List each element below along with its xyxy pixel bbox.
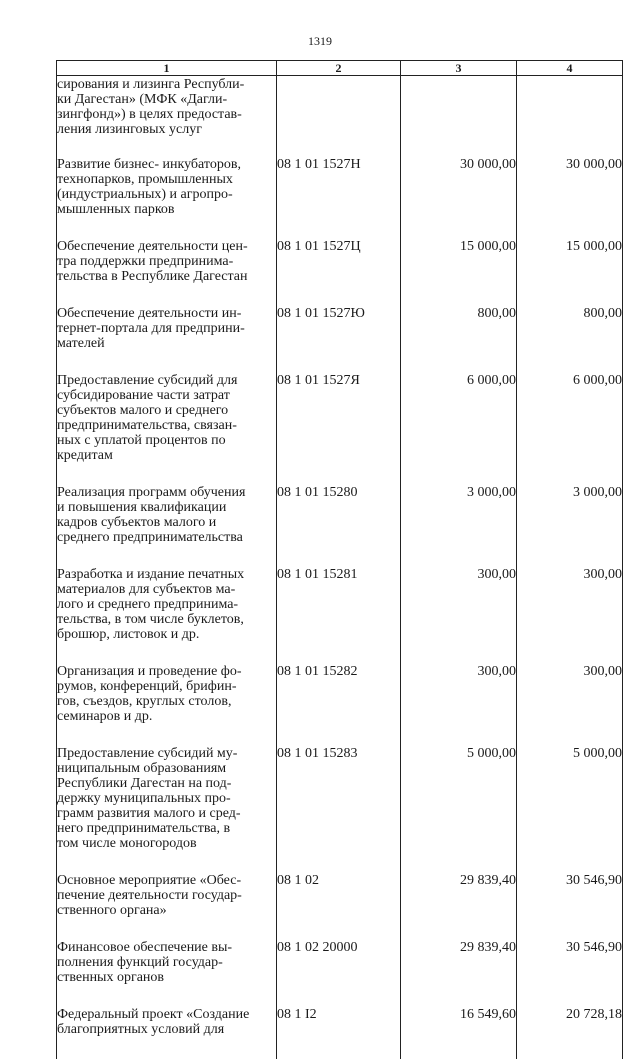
row-value-2020-cell: 15 000,00 xyxy=(517,239,623,306)
row-value-2019-cell: 6 000,00 xyxy=(401,373,517,485)
row-value-2020-cell: 6 000,00 xyxy=(517,373,623,485)
table-row xyxy=(57,485,623,567)
table-row xyxy=(57,373,623,485)
row-value-2020-cell: 300,00 xyxy=(517,664,623,746)
row-code-cell: 08 1 01 1527Ю xyxy=(277,306,401,373)
row-value-2019-cell: 3 000,00 xyxy=(401,485,517,567)
row-name-cell: Федеральный проект «Создание благоприятных условий для xyxy=(57,1007,277,1059)
row-code-cell: 08 1 01 1527Н xyxy=(277,157,401,239)
row-name-cell: Основное мероприятие «Обес- печение деятельности государ- ственного органа» xyxy=(57,873,277,940)
row-value-2019-cell: 5 000,00 xyxy=(401,746,517,873)
row-value-2020-cell: 3 000,00 xyxy=(517,485,623,567)
table-row xyxy=(57,746,623,873)
row-code-cell: 08 1 01 15282 xyxy=(277,664,401,746)
budget-table xyxy=(56,60,623,1059)
table-row xyxy=(57,239,623,306)
row-value-2019-cell: 800,00 xyxy=(401,306,517,373)
row-value-2019-cell: 29 839,40 xyxy=(401,940,517,1007)
row-value-2019-cell: 29 839,40 xyxy=(401,873,517,940)
row-value-2020-cell: 300,00 xyxy=(517,567,623,664)
row-code-cell: 08 1 01 15283 xyxy=(277,746,401,873)
row-name-cell: Предоставление субсидий му- ниципальным образованиям Республики Дагестан на под- держку муниципальных про- грамм развития малого и сред- него предпринимательства, в том числе моногородов xyxy=(57,746,277,873)
row-name-cell: Обеспечение деятельности ин- тернет-портала для предприни- мателей xyxy=(57,306,277,373)
table-header-row xyxy=(57,61,623,76)
column-header-2: 2 xyxy=(277,61,401,76)
row-code-cell: 08 1 01 1527Ц xyxy=(277,239,401,306)
row-value-2020-cell: 30 000,00 xyxy=(517,157,623,239)
row-value-2019-cell: 300,00 xyxy=(401,567,517,664)
table-row xyxy=(57,157,623,239)
row-name-cell: Развитие бизнес- инкубаторов, технопарков, промышленных (индустриальных) и агропро- мышленных парков xyxy=(57,157,277,239)
row-value-2020-cell xyxy=(517,76,623,158)
column-header-3: 3 xyxy=(401,61,517,76)
row-code-cell: 08 1 02 xyxy=(277,873,401,940)
row-name-cell: Разработка и издание печатных материалов для субъектов ма- лого и среднего предпринима- тельства, в том числе буклетов, брошюр, листовок и др. xyxy=(57,567,277,664)
table-body xyxy=(57,76,623,1059)
row-code-cell xyxy=(277,76,401,158)
row-code-cell: 08 1 01 15280 xyxy=(277,485,401,567)
row-value-2020-cell: 5 000,00 xyxy=(517,746,623,873)
table-row xyxy=(57,664,623,746)
row-name-cell: Реализация программ обучения и повышения квалификации кадров субъектов малого и среднего предпринимательства xyxy=(57,485,277,567)
row-value-2020-cell: 20 728,18 xyxy=(517,1007,623,1059)
row-name-cell: Обеспечение деятельности цен- тра поддержки предпринима- тельства в Республике Дагестан xyxy=(57,239,277,306)
table-row xyxy=(57,940,623,1007)
row-code-cell: 08 1 02 20000 xyxy=(277,940,401,1007)
table-row xyxy=(57,873,623,940)
row-code-cell: 08 1 I2 xyxy=(277,1007,401,1059)
column-header-1: 1 xyxy=(57,61,277,76)
row-name-cell: Предоставление субсидий для субсидирование части затрат субъектов малого и среднего предпринимательства, связан- ных с уплатой процентов по кредитам xyxy=(57,373,277,485)
table-row xyxy=(57,1007,623,1059)
row-value-2020-cell: 30 546,90 xyxy=(517,873,623,940)
row-value-2019-cell: 300,00 xyxy=(401,664,517,746)
row-value-2020-cell: 800,00 xyxy=(517,306,623,373)
table-row xyxy=(57,76,623,158)
row-name-cell: Финансовое обеспечение вы- полнения функций государ- ственных органов xyxy=(57,940,277,1007)
row-value-2019-cell xyxy=(401,76,517,158)
page-number: 1319 xyxy=(0,34,640,49)
row-value-2019-cell: 16 549,60 xyxy=(401,1007,517,1059)
row-value-2019-cell: 30 000,00 xyxy=(401,157,517,239)
row-code-cell: 08 1 01 1527Я xyxy=(277,373,401,485)
row-code-cell: 08 1 01 15281 xyxy=(277,567,401,664)
row-name-cell: Организация и проведение фо- румов, конференций, брифин- гов, съездов, круглых столов, семинаров и др. xyxy=(57,664,277,746)
row-name-cell: сирования и лизинга Республи- ки Дагестан» (МФК «Дагли- зингфонд») в целях предостав- ления лизинговых услуг xyxy=(57,76,277,158)
column-header-4: 4 xyxy=(517,61,623,76)
row-value-2019-cell: 15 000,00 xyxy=(401,239,517,306)
table-row xyxy=(57,306,623,373)
row-value-2020-cell: 30 546,90 xyxy=(517,940,623,1007)
table-row xyxy=(57,567,623,664)
